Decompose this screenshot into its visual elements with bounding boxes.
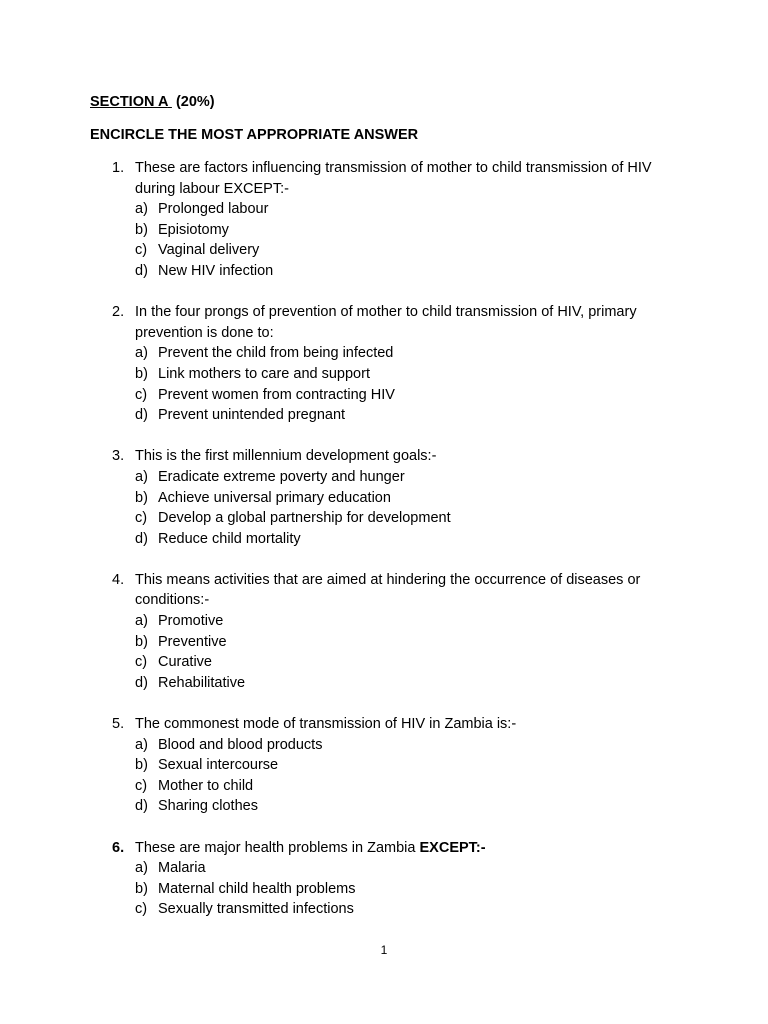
option-letter: a) <box>135 201 148 218</box>
option-text: Prevent women from contracting HIV <box>158 386 395 403</box>
option-text: Sexually transmitted infections <box>158 901 354 918</box>
option-text: Rehabilitative <box>158 674 246 691</box>
option-text: Achieve universal primary education <box>158 489 391 506</box>
option-text: Episiotomy <box>158 221 229 238</box>
option-text: New HIV infection <box>158 262 274 279</box>
question-text: These are major health problems in Zambia EXCEPT:- <box>135 839 486 856</box>
option-letter: c) <box>135 654 148 671</box>
option-b <box>135 632 682 653</box>
option-letter: d) <box>135 262 148 279</box>
option-letter: b) <box>135 489 148 506</box>
option-letter: c) <box>135 777 148 794</box>
option-letter: c) <box>135 901 148 918</box>
question-1 <box>112 158 682 282</box>
option-text: Maternal child health problems <box>158 880 356 897</box>
option-c <box>135 508 682 529</box>
option-letter: a) <box>135 468 148 485</box>
section-label: SECTION A <box>90 94 168 110</box>
option-letter: a) <box>135 860 148 877</box>
option-letter: b) <box>135 880 148 897</box>
option-b <box>135 220 682 241</box>
option-a <box>135 735 682 756</box>
option-c <box>135 240 682 261</box>
option-letter: d) <box>135 530 148 547</box>
option-letter: d) <box>135 407 148 424</box>
question-text: This means activities that are aimed at hindering the occurrence of diseases or conditions:- <box>135 571 641 609</box>
option-text: Vaginal delivery <box>158 242 260 259</box>
option-text: Prevent the child from being infected <box>158 345 394 362</box>
question-list <box>112 158 682 941</box>
question-text: These are factors influencing transmission of mother to child transmission of HIV during labour EXCEPT:- <box>135 160 652 197</box>
question-2 <box>112 302 682 426</box>
question-emphasis: EXCEPT:- <box>419 839 486 856</box>
question-4 <box>112 570 682 694</box>
option-letter: a) <box>135 736 148 753</box>
question-number: 5. <box>112 716 125 733</box>
instruction-heading: ENCIRCLE THE MOST APPROPRIATE ANSWER <box>90 127 419 143</box>
option-letter: c) <box>135 386 148 403</box>
option-c <box>135 776 682 797</box>
option-text: Mother to child <box>158 777 254 794</box>
option-c <box>135 385 682 406</box>
question-3 <box>112 446 682 549</box>
page-number: 1 <box>380 943 388 957</box>
section-heading <box>90 94 215 110</box>
option-d <box>135 261 682 282</box>
question-text: In the four prongs of prevention of mother to child transmission of HIV, primary prevention is done to: <box>135 304 637 341</box>
option-text: Malaria <box>158 860 206 877</box>
option-text: Link mothers to care and support <box>158 365 370 382</box>
option-letter: c) <box>135 242 148 259</box>
question-text: This is the first millennium development goals:- <box>135 448 437 465</box>
option-a <box>135 611 682 632</box>
option-text: Sharing clothes <box>158 798 258 815</box>
option-a <box>135 467 682 488</box>
option-c <box>135 899 682 920</box>
question-number: 6. <box>112 839 125 856</box>
option-text: Prevent unintended pregnant <box>158 407 346 424</box>
option-letter: b) <box>135 633 148 650</box>
option-b <box>135 364 682 385</box>
option-text: Sexual intercourse <box>158 757 279 774</box>
section-weight: (20%) <box>175 94 215 110</box>
option-d <box>135 529 682 550</box>
option-b <box>135 755 682 776</box>
option-text: Reduce child mortality <box>158 530 301 547</box>
option-letter: a) <box>135 613 148 630</box>
option-c <box>135 652 682 673</box>
option-b <box>135 879 682 900</box>
option-letter: b) <box>135 365 148 382</box>
question-5 <box>112 714 682 817</box>
option-letter: d) <box>135 674 148 691</box>
option-a <box>135 858 682 879</box>
option-letter: b) <box>135 221 148 238</box>
option-text: Curative <box>158 654 212 671</box>
option-text: Preventive <box>158 633 227 650</box>
option-text: Blood and blood products <box>158 736 323 753</box>
option-a <box>135 343 682 364</box>
question-6 <box>112 838 682 920</box>
option-d <box>135 405 682 426</box>
question-number: 2. <box>112 304 125 321</box>
question-number: 3. <box>112 448 125 465</box>
option-letter: d) <box>135 798 148 815</box>
option-text: Develop a global partnership for development <box>158 510 451 527</box>
option-b <box>135 488 682 509</box>
option-letter: c) <box>135 510 148 527</box>
question-number: 4. <box>112 571 125 588</box>
option-d <box>135 796 682 817</box>
option-letter: a) <box>135 345 148 362</box>
option-letter: b) <box>135 757 148 774</box>
option-d <box>135 673 682 694</box>
option-text: Prolonged labour <box>158 201 269 218</box>
question-number: 1. <box>112 160 125 176</box>
question-text: The commonest mode of transmission of HIV in Zambia is:- <box>135 716 517 733</box>
option-a <box>135 199 682 220</box>
option-text: Promotive <box>158 613 224 630</box>
option-text: Eradicate extreme poverty and hunger <box>158 468 405 485</box>
